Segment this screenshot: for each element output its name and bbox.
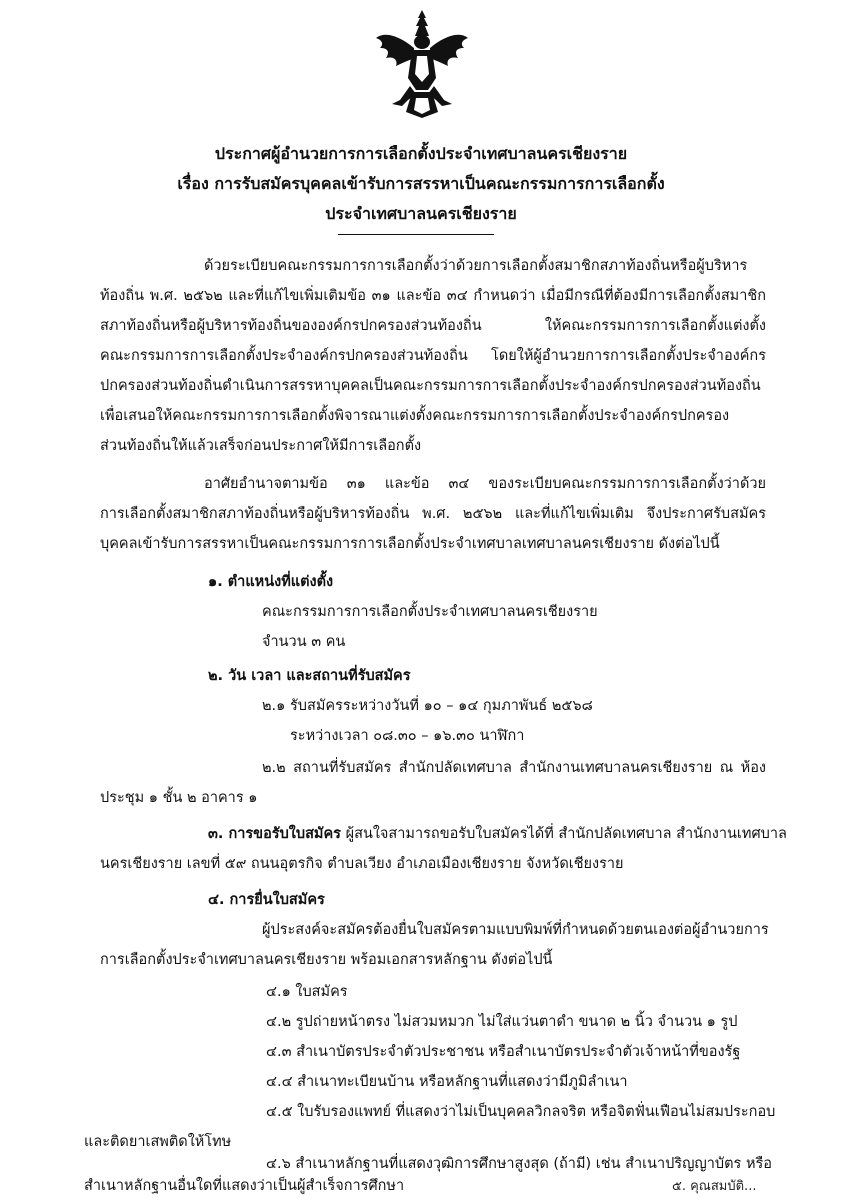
list-item: ๔.๕ ใบรับรองแพทย์ ที่แสดงว่าไม่เป็นบุคคลวิกลจริต หรือจิตฟั่นเฟือนไม่สมประกอบ <box>266 1104 776 1120</box>
section-text <box>208 824 787 844</box>
title-divider <box>338 234 494 235</box>
paragraph-line: คณะกรรมการการเลือกตั้งประจำองค์กรปกครองส่วนท้องถิ่น โดยให้ผู้อำนวยการการเลือกตั้งประจำองค์กร <box>100 348 766 364</box>
section-text: นครเชียงราย เลขที่ ๕๙ ถนนอุตรกิจ ตำบลเวียง อำเภอเมืองเชียงราย จังหวัดเชียงราย <box>100 856 624 872</box>
announcement-subject: เรื่อง การรับสมัครบุคคลเข้ารับการสรรหาเป็นคณะกรรมการการเลือกตั้ง <box>177 174 665 193</box>
paragraph-line: เพื่อเสนอให้คณะกรรมการการเลือกตั้งพิจารณาแต่งตั้งคณะกรรมการการเลือกตั้งประจำองค์กรปกครอง <box>100 408 730 424</box>
list-item: ๔.๖ สำเนาหลักฐานที่แสดงวุฒิการศึกษาสูงสุด (ถ้ามี) เช่น สำเนาปริญญาบัตร หรือ <box>266 1156 773 1172</box>
section-inline-text: ผู้สนใจสามารถขอรับใบสมัครได้ที่ สำนักปลัดเทศบาล สำนักงานเทศบาล <box>340 826 787 842</box>
paragraph-line: บุคคลเข้ารับการสรรหาเป็นคณะกรรมการการเลือกตั้งประจำเทศบาลเทศบาลนครเชียงราย ดังต่อไปนี้ <box>100 536 720 552</box>
paragraph-line: อาศัยอำนาจตามข้อ ๓๑ และข้อ ๓๔ ของระเบียบคณะกรรมการการเลือกตั้งว่าด้วย <box>204 476 766 492</box>
list-item: ๔.๑ ใบสมัคร <box>266 984 348 1000</box>
paragraph-line: ส่วนท้องถิ่นให้แล้วเสร็จก่อนประกาศให้มีการเลือกตั้ง <box>100 438 422 454</box>
list-item: ๔.๓ สำเนาบัตรประจำตัวประชาชน หรือสำเนาบัตรประจำตัวเจ้าหน้าที่ของรัฐ <box>266 1044 741 1060</box>
section-heading: ๔. การยื่นใบสมัคร <box>208 892 325 908</box>
section-heading: ๓. การขอรับใบสมัคร <box>208 826 341 842</box>
list-item-continued: สำเนาหลักฐานอื่นใดที่แสดงว่าเป็นผู้สำเร็จการศึกษา <box>84 1178 405 1194</box>
section-text: คณะกรรมการการเลือกตั้งประจำเทศบาลนครเชียงราย <box>262 604 598 620</box>
section-text: จำนวน ๓ คน <box>262 634 346 650</box>
section-text: การเลือกตั้งประจำเทศบาลนครเชียงราย พร้อมเอกสารหลักฐาน ดังต่อไปนี้ <box>100 952 553 968</box>
paragraph-line: ด้วยระเบียบคณะกรรมการการเลือกตั้งว่าด้วยการเลือกตั้งสมาชิกสภาท้องถิ่นหรือผู้บริหาร <box>204 258 748 274</box>
section-text: ผู้ประสงค์จะสมัครต้องยื่นใบสมัครตามแบบพิมพ์ที่กำหนดด้วยตนเองต่อผู้อำนวยการ <box>262 922 769 938</box>
section-heading: ๑. ตำแหน่งที่แต่งตั้ง <box>208 574 334 590</box>
list-item: ๔.๒ รูปถ่ายหน้าตรง ไม่สวมหมวก ไม่ใส่แว่นตาดำ ขนาด ๒ นิ้ว จำนวน ๑ รูป <box>266 1014 738 1030</box>
section-text: ระหว่างเวลา ๐๘.๓๐ – ๑๖.๓๐ นาฬิกา <box>290 728 525 744</box>
list-item-continued: และติดยาเสพติดให้โทษ <box>84 1134 232 1150</box>
garuda-emblem-icon <box>372 8 472 120</box>
announcement-subject-continued: ประจำเทศบาลนครเชียงราย <box>325 204 517 223</box>
paragraph-line: ท้องถิ่น พ.ศ. ๒๕๖๒ และที่แก้ไขเพิ่มเติมข้อ ๓๑ และข้อ ๓๔ กำหนดว่า เมื่อมีกรณีที่ต้องมีการเลือกตั้งสมาชิก <box>100 288 766 304</box>
list-item: ๔.๔ สำเนาทะเบียนบ้าน หรือหลักฐานที่แสดงว่ามีภูมิลำเนา <box>266 1074 628 1090</box>
section-text: ๒.๑ รับสมัครระหว่างวันที่ ๑๐ – ๑๔ กุมภาพันธ์ ๒๕๖๘ <box>262 698 593 714</box>
paragraph-line: การเลือกตั้งสมาชิกสภาท้องถิ่นหรือผู้บริหารท้องถิ่น พ.ศ. ๒๕๖๒ และที่แก้ไขเพิ่มเติม จึงประกาศรับสมัคร <box>100 506 766 522</box>
section-text: ๒.๒ สถานที่รับสมัคร สำนักปลัดเทศบาล สำนักงานเทศบาลนครเชียงราย ณ ห้อง <box>262 760 766 776</box>
paragraph-line: สภาท้องถิ่นหรือผู้บริหารท้องถิ่นขององค์กรปกครองส่วนท้องถิ่น ให้คณะกรรมการการเลือกตั้งแต่งตั้ง <box>100 318 766 334</box>
announcement-title: ประกาศผู้อำนวยการการเลือกตั้งประจำเทศบาลนครเชียงราย <box>214 144 628 163</box>
continued-marker: ๕. คุณสมบัติ... <box>672 1179 757 1194</box>
section-heading: ๒. วัน เวลา และสถานที่รับสมัคร <box>208 668 411 684</box>
section-text: ประชุม ๑ ชั้น ๒ อาคาร ๑ <box>100 790 258 806</box>
paragraph-line: ปกครองส่วนท้องถิ่นดำเนินการสรรหาบุคคลเป็นคณะกรรมการการเลือกตั้งประจำองค์กรปกครองส่วนท้องถิ่น <box>100 378 761 394</box>
